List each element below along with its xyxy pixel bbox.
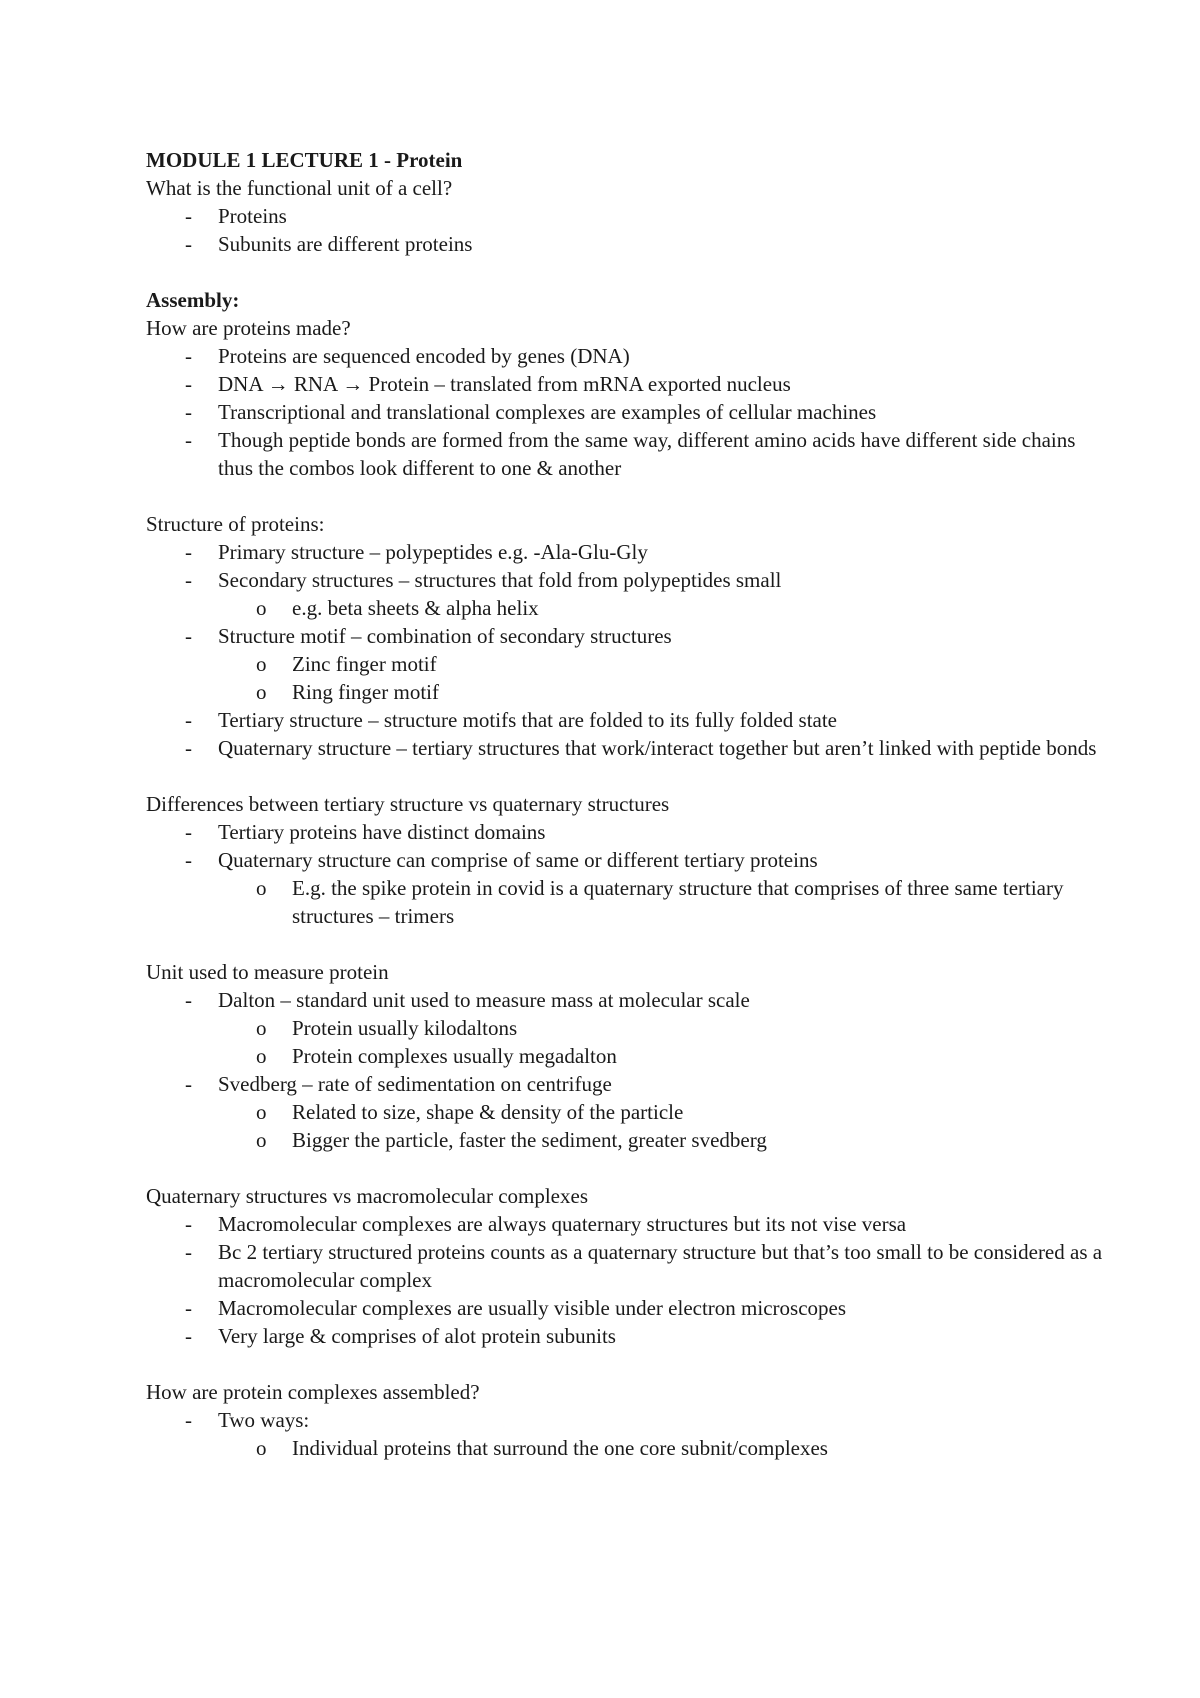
circle-bullet: o bbox=[256, 1016, 267, 1040]
dash-bullet: - bbox=[185, 848, 192, 872]
list-item bbox=[146, 342, 1106, 370]
dash-bullet: - bbox=[185, 344, 192, 368]
circle-bullet: o bbox=[256, 680, 267, 704]
list-item-text: Quaternary structure – tertiary structures that work/interact together but aren’t linked with peptide bonds bbox=[218, 736, 1097, 760]
list-item-text: Proteins bbox=[218, 204, 287, 228]
list-item-text: Bc 2 tertiary structured proteins counts as a quaternary structure but that’s too small to be considered as a macromolecular complex bbox=[218, 1240, 1103, 1292]
dash-bullet: - bbox=[185, 540, 192, 564]
circle-bullet: o bbox=[256, 596, 267, 620]
sub-list-item-text: Zinc finger motif bbox=[292, 652, 437, 676]
sub-list-item bbox=[146, 650, 1106, 678]
section-heading: Differences between tertiary structure vs quaternary structures bbox=[146, 792, 670, 816]
list-item bbox=[146, 370, 1106, 398]
sub-list-item bbox=[146, 678, 1106, 706]
circle-bullet: o bbox=[256, 652, 267, 676]
dash-bullet: - bbox=[185, 1324, 192, 1348]
sub-list-item-text: Bigger the particle, faster the sediment, greater svedberg bbox=[292, 1128, 767, 1152]
list-item bbox=[146, 1406, 1106, 1434]
section-heading: Unit used to measure protein bbox=[146, 960, 389, 984]
dash-bullet: - bbox=[185, 988, 192, 1012]
section-spacer bbox=[146, 1350, 1106, 1378]
sub-list-item bbox=[146, 1126, 1106, 1154]
dash-bullet: - bbox=[185, 1212, 192, 1236]
sub-list-item bbox=[146, 1042, 1106, 1070]
section-spacer bbox=[146, 762, 1106, 790]
dash-bullet: - bbox=[185, 232, 192, 256]
list-item bbox=[146, 1294, 1106, 1322]
list-item-text: Quaternary structure can comprise of same or different tertiary proteins bbox=[218, 848, 818, 872]
list-item-text: Structure motif – combination of secondary structures bbox=[218, 624, 672, 648]
list-item bbox=[146, 538, 1106, 566]
list-item bbox=[146, 202, 1106, 230]
section-heading: Quaternary structures vs macromolecular complexes bbox=[146, 1184, 588, 1208]
document-title: MODULE 1 LECTURE 1 - Protein bbox=[146, 148, 463, 172]
circle-bullet: o bbox=[256, 1128, 267, 1152]
document-body bbox=[146, 174, 1106, 1462]
list-item-text: Two ways: bbox=[218, 1408, 310, 1432]
sub-list-item-text: Protein complexes usually megadalton bbox=[292, 1044, 617, 1068]
list-item bbox=[146, 986, 1106, 1014]
list-item bbox=[146, 706, 1106, 734]
list-item-text: Macromolecular complexes are usually visible under electron microscopes bbox=[218, 1296, 847, 1320]
list-item-text: Though peptide bonds are formed from the same way, different amino acids have different side chains thus the combos look different to one & another bbox=[218, 428, 1076, 480]
circle-bullet: o bbox=[256, 1044, 267, 1068]
list-item bbox=[146, 1070, 1106, 1098]
dash-bullet: - bbox=[185, 204, 192, 228]
list-item-text: Dalton – standard unit used to measure mass at molecular scale bbox=[218, 988, 750, 1012]
sub-list-item-text: e.g. beta sheets & alpha helix bbox=[292, 596, 539, 620]
dash-bullet: - bbox=[185, 736, 192, 760]
dash-bullet: - bbox=[185, 624, 192, 648]
sub-list-item-text: Related to size, shape & density of the particle bbox=[292, 1100, 684, 1124]
sub-list-item bbox=[146, 1434, 1106, 1462]
list-item-text: Tertiary structure – structure motifs that are folded to its fully folded state bbox=[218, 708, 838, 732]
list-item bbox=[146, 1322, 1106, 1350]
list-item bbox=[146, 566, 1106, 594]
section-spacer bbox=[146, 930, 1106, 958]
sub-list-item-text: Individual proteins that surround the one core subnit/complexes bbox=[292, 1436, 828, 1460]
list-item-text: Macromolecular complexes are always quaternary structures but its not vise versa bbox=[218, 1212, 907, 1236]
list-item bbox=[146, 230, 1106, 258]
sub-list-item bbox=[146, 594, 1106, 622]
section-heading: How are protein complexes assembled? bbox=[146, 1380, 480, 1404]
list-item-text: Secondary structures – structures that fold from polypeptides small bbox=[218, 568, 782, 592]
sub-list-item bbox=[146, 1014, 1106, 1042]
sub-list-item bbox=[146, 1098, 1106, 1126]
sub-list-item-text: E.g. the spike protein in covid is a quaternary structure that comprises of three same tertiary structures – trimers bbox=[292, 876, 1064, 928]
dash-bullet: - bbox=[185, 1296, 192, 1320]
list-item bbox=[146, 734, 1106, 762]
list-item-text: Subunits are different proteins bbox=[218, 232, 473, 256]
circle-bullet: o bbox=[256, 1100, 267, 1124]
list-item bbox=[146, 1238, 1106, 1294]
dash-bullet: - bbox=[185, 1240, 192, 1264]
list-item-text: Tertiary proteins have distinct domains bbox=[218, 820, 546, 844]
dash-bullet: - bbox=[185, 820, 192, 844]
sub-list-item-text: Protein usually kilodaltons bbox=[292, 1016, 518, 1040]
section-spacer bbox=[146, 1154, 1106, 1182]
dash-bullet: - bbox=[185, 1072, 192, 1096]
document-page bbox=[146, 146, 1106, 1462]
section-spacer bbox=[146, 482, 1106, 510]
dash-bullet: - bbox=[185, 372, 192, 396]
list-item bbox=[146, 818, 1106, 846]
dash-bullet: - bbox=[185, 428, 192, 452]
list-item-text: Proteins are sequenced encoded by genes (DNA) bbox=[218, 344, 630, 368]
list-item-text: Svedberg – rate of sedimentation on centrifuge bbox=[218, 1072, 612, 1096]
list-item-text: Transcriptional and translational complexes are examples of cellular machines bbox=[218, 400, 877, 424]
section-subheading: How are proteins made? bbox=[146, 316, 351, 340]
list-item bbox=[146, 426, 1106, 482]
section-spacer bbox=[146, 258, 1106, 286]
dash-bullet: - bbox=[185, 1408, 192, 1432]
list-item-text: Very large & comprises of alot protein subunits bbox=[218, 1324, 616, 1348]
dash-bullet: - bbox=[185, 568, 192, 592]
circle-bullet: o bbox=[256, 876, 267, 900]
sub-list-item bbox=[146, 874, 1106, 930]
dash-bullet: - bbox=[185, 708, 192, 732]
section-heading: Assembly: bbox=[146, 288, 240, 312]
list-item bbox=[146, 846, 1106, 874]
section-heading: Structure of proteins: bbox=[146, 512, 325, 536]
dash-bullet: - bbox=[185, 400, 192, 424]
list-item-text: Primary structure – polypeptides e.g. -Ala-Glu-Gly bbox=[218, 540, 648, 564]
list-item bbox=[146, 1210, 1106, 1238]
list-item bbox=[146, 622, 1106, 650]
list-item bbox=[146, 398, 1106, 426]
list-item-text: DNA → RNA → Protein – translated from mRNA exported nucleus bbox=[218, 372, 791, 396]
section-heading: What is the functional unit of a cell? bbox=[146, 176, 453, 200]
circle-bullet: o bbox=[256, 1436, 267, 1460]
sub-list-item-text: Ring finger motif bbox=[292, 680, 439, 704]
